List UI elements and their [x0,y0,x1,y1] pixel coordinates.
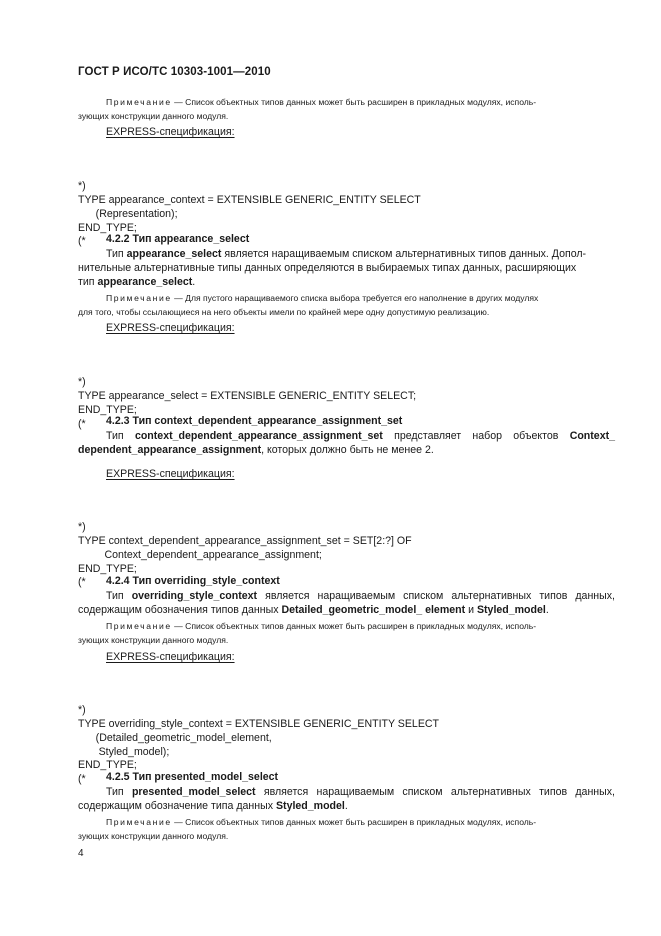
note-prefix: Примечание [106,817,172,827]
note-prefix: Примечание [106,293,172,303]
section-heading: 4.2.2 Тип appearance_select [106,233,250,245]
section-paragraph: Тип context_dependent_appearance_assignment_set представляет набор объектов Context_ dependent_appearance_assignment, которых должно быть не менее 2. [78,430,616,456]
code-block: *) TYPE overriding_style_context = EXTENSIBLE GENERIC_ENTITY SELECT (Detailed_geometric_model_element, Styled_model); END_TYPE; (* [78,704,440,785]
note-paragraph: Примечание — Для пустого наращиваемого списка выбора требуется его наполнение в других модулях для того, чтобы ссылающиеся на него объекты имели по крайней мере одну допустимую реализацию. [78,293,539,317]
section-heading: 4.2.4 Тип overriding_style_context [106,575,280,587]
section-paragraph: Тип appearance_select является наращиваемым списком альтернативных типов данных. Допол- нительные альтернативные типы данных определяются в выбираемых типах данных, расширяющих тип appearance_select. [78,248,587,288]
express-spec-label: EXPRESS-спецификация: [106,651,235,663]
express-spec-label: EXPRESS-спецификация: [106,322,235,334]
code-block: *) TYPE appearance_select = EXTENSIBLE GENERIC_ENTITY SELECT; END_TYPE; (* [78,376,417,430]
code-block: *) TYPE context_dependent_appearance_assignment_set = SET[2:?] OF Context_dependent_appearance_assignment; END_TYPE; (* [78,521,412,589]
note-prefix: Примечание [106,621,172,631]
section-paragraph: Тип overriding_style_context является наращиваемым списком альтернативных типов данных, содержащим обозначения типов данных Detailed_geometric_model_ element и Styled_model. [78,590,615,616]
note-prefix: Примечание [106,97,172,107]
section-heading: 4.2.3 Тип context_dependent_appearance_assignment_set [106,415,403,427]
express-spec-label: EXPRESS-спецификация: [106,468,235,480]
page-number: 4 [78,848,84,859]
section-heading: 4.2.5 Тип presented_model_select [106,771,279,783]
note-paragraph: Примечание — Список объектных типов данных может быть расширен в прикладных модулях, исполь- зующих конструкции данного модуля. [78,97,537,121]
express-spec-label: EXPRESS-спецификация: [106,126,235,138]
note-paragraph: Примечание — Список объектных типов данных может быть расширен в прикладных модулях, исполь- зующих конструкции данного модуля. [78,817,537,841]
note-paragraph: Примечание — Список объектных типов данных может быть расширен в прикладных модулях, исполь- зующих конструкции данного модуля. [78,621,537,645]
document-header: ГОСТ Р ИСО/ТС 10303-1001—2010 [78,66,271,78]
section-paragraph: Тип presented_model_select является наращиваемым списком альтернативных типов данных, содержащим обозначение типа данных Styled_model. [78,786,615,812]
code-block: *) TYPE appearance_context = EXTENSIBLE GENERIC_ENTITY SELECT (Representation); END_TYPE; (* [78,180,421,248]
